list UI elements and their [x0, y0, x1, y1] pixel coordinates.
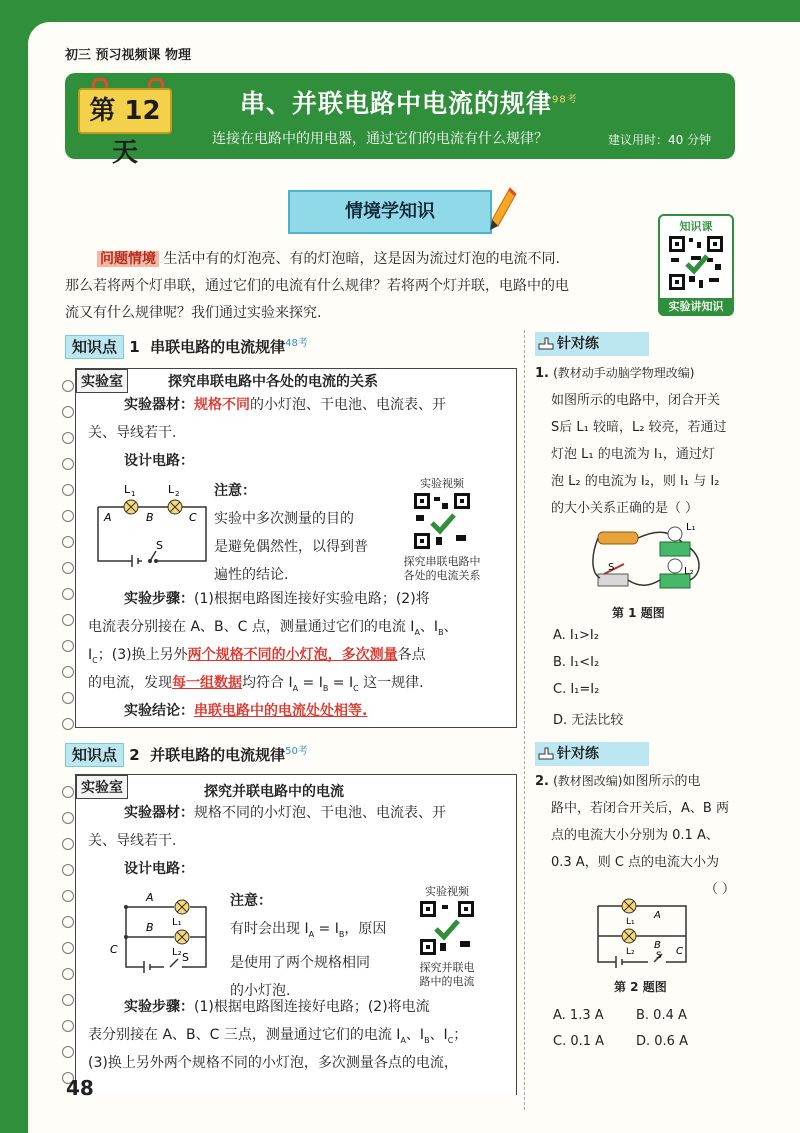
qr-code-icon[interactable]: [418, 899, 476, 957]
q1-option-a[interactable]: A. I₁>I₂: [553, 628, 599, 643]
svg-text:A: A: [654, 910, 661, 921]
svg-text:S: S: [156, 539, 163, 552]
svg-text:2: 2: [175, 490, 180, 498]
svg-text:B: B: [654, 940, 661, 951]
note-series: 注意： 实验中多次测量的目的 是避免偶然性，以得到普 遍性的结论.: [214, 483, 368, 583]
svg-text:L₁: L₁: [172, 917, 182, 928]
pointing-hand-icon: [537, 744, 555, 762]
page-number: 48: [66, 1076, 94, 1100]
svg-text:B: B: [146, 921, 154, 934]
notebook-spiral: [62, 786, 74, 1086]
svg-text:C: C: [189, 511, 197, 524]
lesson-subtitle: 连接在电路中的用电器，通过它们的电流有什么规律？: [212, 131, 548, 147]
question-2-circuit-diagram: [592, 896, 692, 970]
equipment-text: 实验器材：规格不同的小灯泡、干电池、电流表、开: [124, 397, 446, 413]
column-divider: [524, 330, 525, 1110]
label-l1: L: [124, 483, 131, 496]
q2-option-a[interactable]: A. 1.3 A: [553, 1008, 604, 1023]
notebook-spiral: [62, 380, 74, 720]
suggested-time: 建议用时：40 分钟: [608, 133, 712, 147]
svg-text:L₁: L₁: [626, 917, 635, 927]
lab-box-series: 实验室 探究串联电路中各处的电流的关系 实验器材：规格不同的小灯泡、干电池、电流表、开 关、导线若干. 设计电路： L 1 L 2 A B C S 注意： 实验中多次测量的目的 是避免偶然性，以得到普 遍性的结论. 实验视频 探究串联电路中 各处的电流关系 实验步骤：(1)根据电路图连接好实验电路；(2)将 电流表分别接在 A、B、C 点，测量通过它们的电流 $I_A$、$I_B$、 $I_C$；(3)换上另外两个规格不同的小灯泡，多次测量各点 的电流，发现每一组数据均符合 $I_A = I_B = I_C$ 这一规律. 实验结论：串联电路中的电流处处相等.: [75, 368, 517, 728]
lab-box-parallel: 实验室 探究并联电路中的电流 实验器材：规格不同的小灯泡、干电池、电流表、开 关、导线若干. 设计电路： A B C L₁ L₂ S 注意： 有时会出现 $I_A = I_B$，原因 是使用了两个规格相同 的小灯泡. 实验视频 探究并联电 路中的电流 实验步骤：(1)根据电路图连接好电路；(2)将电流 表分别接在 A、B、C 三点，测量通过它们的电流 $I_A$、$I_B$、$I_C$； (3)换上另外两个规格不同的小灯泡，多次测量各点的电流，: [75, 774, 517, 1095]
svg-text:1: 1: [131, 490, 136, 498]
question-1-circuit-photo: [590, 518, 710, 598]
lesson-title: 串、并联电路中电流的规律$^{98考}$: [240, 89, 578, 118]
q2-option-b[interactable]: B. 0.4 A: [636, 1008, 687, 1023]
svg-text:L₁: L₁: [686, 522, 696, 533]
q2-option-d[interactable]: D. 0.6 A: [636, 1034, 688, 1049]
video-qr-series[interactable]: 实验视频 探究串联电路中 各处的电流关系: [403, 477, 481, 582]
question-2: 2. (教材图改编)如图所示的电 路中，若闭合开关后，A、B 两 点的电流大小分别为 0.1 A、 0.3 A，则 C 点的电流大小为 （ ）: [535, 774, 735, 897]
q1-option-b[interactable]: B. I₁<I₂: [553, 655, 600, 670]
svg-text:S: S: [182, 951, 189, 964]
svg-text:L₂: L₂: [626, 947, 635, 957]
figure-2-caption: 第 2 题图: [614, 980, 667, 994]
q1-option-d[interactable]: D. 无法比较: [553, 713, 624, 728]
video-qr-parallel[interactable]: 实验视频 探究并联电 路中的电流: [419, 885, 475, 988]
svg-text:C: C: [676, 946, 683, 957]
knowledge-point-2-heading: 知识点 2 并联电路的电流规律$^{50考}$: [65, 742, 308, 765]
svg-text:L₂: L₂: [684, 566, 694, 577]
intro-paragraph: 问题情境 生活中有的灯泡亮、有的灯泡暗，这是因为流过灯泡的电流不同. 那么若将两个灯串联，通过它们的电流有什么规律？若将两个灯并联，电路中的电 流又有什么规律呢？我们通过实验来探究.: [65, 251, 569, 321]
svg-text:S: S: [608, 562, 615, 573]
svg-text:L₂: L₂: [172, 947, 182, 958]
qr-code-icon[interactable]: [412, 491, 472, 551]
conclusion-series: 实验结论：串联电路中的电流处处相等.: [124, 703, 368, 719]
knowledge-qr-card[interactable]: 知识课 实验讲知识: [658, 214, 734, 316]
practice-heading-2: 针对练: [535, 742, 649, 766]
svg-text:A: A: [146, 891, 154, 904]
series-label: 初三 预习视频课 物理: [65, 48, 192, 63]
figure-1-caption: 第 1 题图: [612, 606, 665, 620]
question-1: 1. (教材动手动脑学物理改编) 如图所示的电路中，闭合开关 S后 L₁ 较暗，L₂ 较亮，若通过 灯泡 L₁ 的电流为 I₁，通过灯 泡 L₂ 的电流为 I₂，则 I₁ 与 I₂ 的大小关系正确的是（ ）: [535, 366, 727, 516]
section-title: 情境学知识: [288, 190, 492, 234]
pointing-hand-icon: [537, 334, 555, 352]
pencil-icon: [488, 186, 518, 232]
knowledge-point-1-heading: 知识点 1 串联电路的电流规律$^{48考}$: [65, 334, 308, 357]
parallel-circuit-diagram: [106, 887, 226, 977]
q2-option-c[interactable]: C. 0.1 A: [553, 1034, 605, 1049]
practice-heading-1: 针对练: [535, 332, 649, 356]
series-circuit-diagram: [94, 477, 212, 573]
svg-text:B: B: [146, 511, 154, 524]
day-number: 第 12 天: [78, 88, 172, 134]
qr-code-icon[interactable]: [667, 234, 725, 292]
problem-tag: 问题情境: [97, 251, 159, 267]
svg-text:S: S: [656, 951, 662, 961]
q1-option-c[interactable]: C. I₁=I₂: [553, 682, 600, 697]
svg-text:A: A: [104, 511, 112, 524]
note-parallel: 注意： 有时会出现 $I_A = I_B$，原因 是使用了两个规格相同 的小灯泡.: [230, 893, 387, 999]
svg-text:C: C: [110, 943, 118, 956]
label-l2: L: [168, 483, 175, 496]
